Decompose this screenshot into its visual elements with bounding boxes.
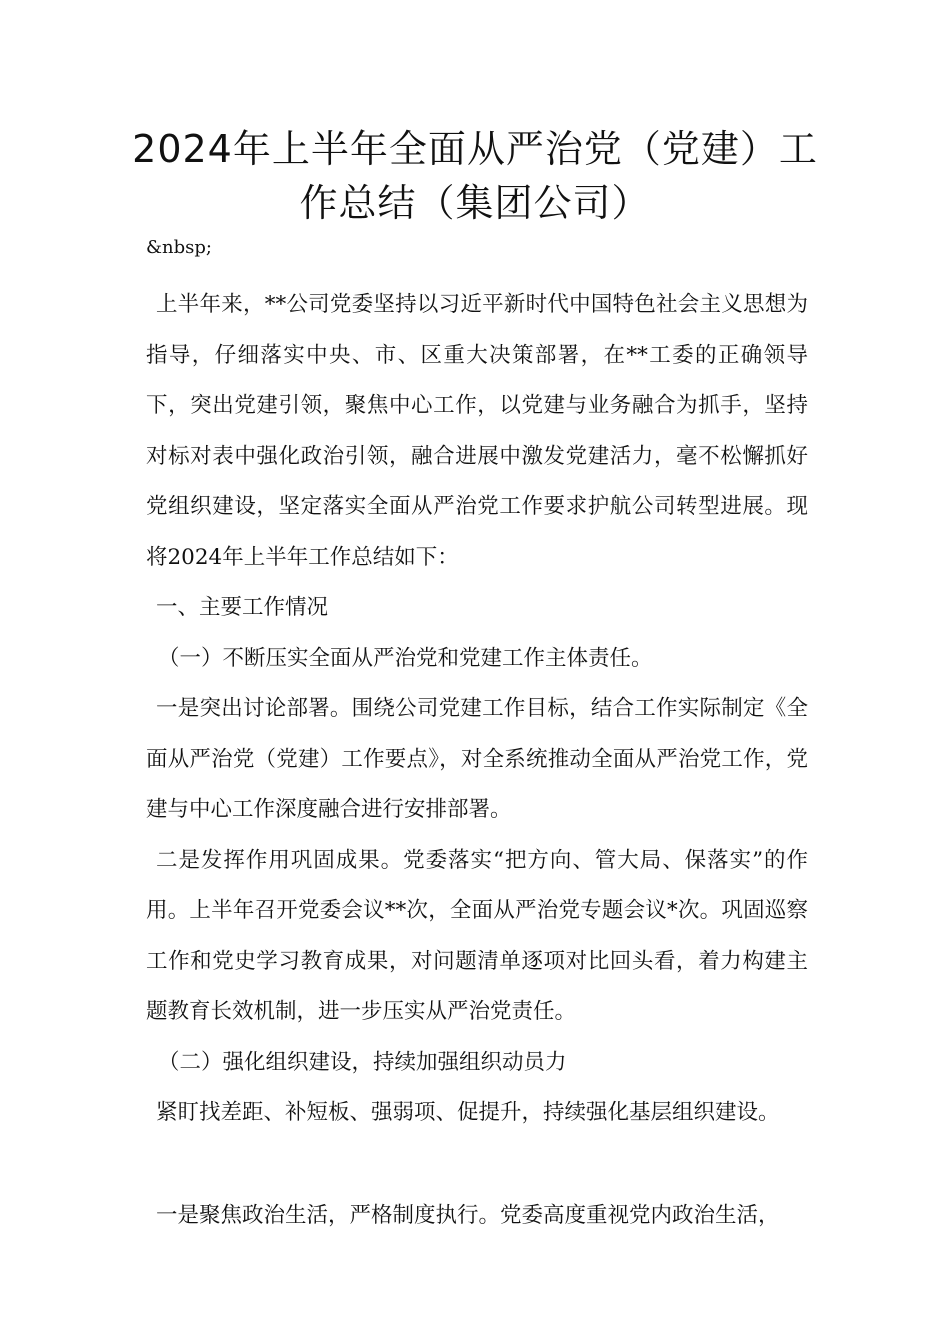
document-body: [146, 280, 808, 1241]
paragraph-consolidate-results: 二是发挥作用巩固成果。党委落实“把方向、管大局、保落实”的作用。上半年召开党委会议**次，全面从严治党专题会议*次。巩固巡察工作和党史学习教育成果，对问题清单逐项对比回头看，着力构建主题教育长效机制，进一步压实从严治党责任。: [146, 847, 808, 1024]
subsection-heading-organization: （二）强化组织建设，持续加强组织动员力: [158, 1049, 567, 1075]
paragraph-political-life: 一是聚焦政治生活，严格制度执行。党委高度重视党内政治生活，: [156, 1202, 780, 1228]
document-title: 2024年上半年全面从严治党（党建）工作总结（集团公司）: [132, 127, 818, 225]
subsection-heading-responsibility: （一）不断压实全面从严治党和党建工作主体责任。: [158, 645, 653, 671]
stray-nbsp-text: &nbsp;: [146, 237, 212, 258]
paragraph-research-deployment: 一是突出讨论部署。围绕公司党建工作目标，结合工作实际制定《全面从严治党（党建）工作要点》，对全系统推动全面从严治党工作，党建与中心工作深度融合进行安排部署。: [146, 696, 808, 822]
section-heading-main-work: 一、主要工作情况: [156, 595, 329, 620]
paragraph-strengthen-organization: 紧盯找差距、补短板、强弱项、促提升，持续强化基层组织建设。: [156, 1100, 780, 1125]
intro-paragraph: 上半年来，**公司党委坚持以习近平新时代中国特色社会主义思想为指导，仔细落实中央、市、区重大决策部署，在**工委的正确领导下，突出党建引领，聚焦中心工作，以党建与业务融合为抓手，坚持对标对表中强化政治引领，融合进展中激发党建活力，毫不松懈抓好党组织建设，坚定落实全面从严治党工作要求护航公司转型进展。现将2024年上半年工作总结如下：: [146, 292, 808, 570]
